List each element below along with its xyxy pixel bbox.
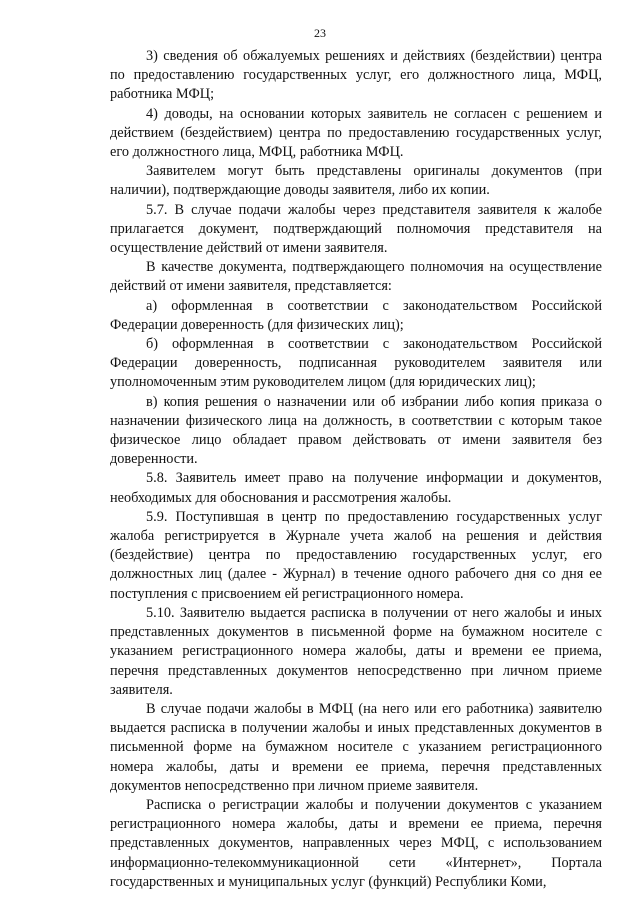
paragraph-item-4: 4) доводы, на основании которых заявитель не согласен с решением и действием (бездействием) центра по предоставлению государственных услуг, его должностного лица, МФЦ, работника МФЦ. <box>110 105 602 161</box>
paragraph-item-v: в) копия решения о назначении или об избрании либо копия приказа о назначении физического лица на должность, в соответствии с которым такое физическое лицо обладает правом действовать от имени заявителя без доверенности. <box>110 393 602 468</box>
paragraph-item-a: а) оформленная в соответствии с законодательством Российской Федерации доверенность (для физических лиц); <box>110 297 602 333</box>
paragraph-mfc-receipt: В случае подачи жалобы в МФЦ (на него или его работника) заявителю выдается расписка в получении жалобы и иных представленных документов в письменной форме на бумажном носителе с указанием регистрационного номера жалобы, даты и времени ее приема, перечня представленных документов непосредственно при личном приеме заявителя. <box>110 700 602 794</box>
paragraph-authority-document: В качестве документа, подтверждающего полномочия на осуществление действий от имени заявителя, представляется: <box>110 259 602 295</box>
document-body <box>110 47 602 892</box>
paragraph-item-b: б) оформленная в соответствии с законодательством Российской Федерации доверенность, подписанная руководителем заявителя или уполномоченным этим руководителем лицом (для юридических лиц); <box>110 336 602 391</box>
paragraph-5-10: 5.10. Заявителю выдается расписка в получении от него жалобы и иных представленных документов в письменной форме на бумажном носителе с указанием регистрационного номера жалобы, даты и времени ее приема, перечня представленных документов непосредственно при личном приеме заявителя. <box>110 604 602 698</box>
paragraph-5-8: 5.8. Заявитель имеет право на получение информации и документов, необходимых для обоснования и рассмотрения жалобы. <box>110 470 602 506</box>
paragraph-registration-receipt: Расписка о регистрации жалобы и получении документов с указанием регистрационного номера жалобы, даты и времени ее приема, перечня представленных документов, направленных через МФЦ, с использованием информационно-телекоммуникационной сети «Интернет», Портала государственных и муниципальных услуг (функций) Республики Коми, <box>110 796 602 890</box>
paragraph-5-9: 5.9. Поступившая в центр по предоставлению государственных услуг жалоба регистрируется в Журнале учета жалоб на решения и действия (бездействие) центра по предоставлению государственных услуг, его должностных лиц (далее - Журнал) в течение одного рабочего дня со дня ее поступления с присвоением ей регистрационного номера. <box>110 508 602 602</box>
paragraph-originals: Заявителем могут быть представлены оригиналы документов (при наличии), подтверждающие доводы заявителя, либо их копии. <box>110 163 602 199</box>
paragraph-item-3: 3) сведения об обжалуемых решениях и действиях (бездействии) центра по предоставлению государственных услуг, его должностного лица, МФЦ, работника МФЦ; <box>110 48 602 103</box>
paragraph-5-7: 5.7. В случае подачи жалобы через представителя заявителя к жалобе прилагается документ, подтверждающий полномочия представителя на осуществление действий от имени заявителя. <box>110 201 602 257</box>
page-number: 23 <box>314 26 326 40</box>
